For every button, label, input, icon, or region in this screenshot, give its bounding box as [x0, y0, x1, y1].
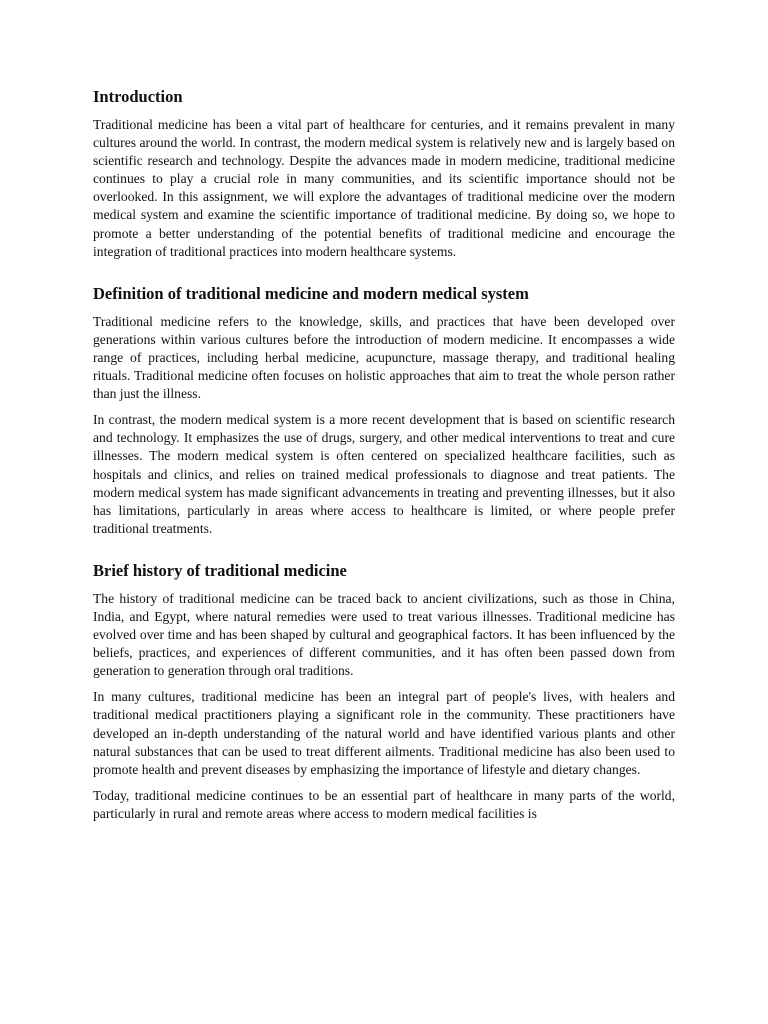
section-introduction	[93, 86, 675, 261]
paragraph: Traditional medicine has been a vital part of healthcare for centuries, and it remains prevalent in many cultures around the world. In contrast, the modern medical system is relatively new and is largely based on scientific research and technology. Despite the advances made in modern medicine, traditional medicine continues to play a crucial role in many communities, and its scientific importance should not be overlooked. In this assignment, we will explore the advantages of traditional medicine over the modern medical system and examine the scientific importance of traditional medicine. By doing so, we hope to promote a better understanding of the potential benefits of traditional medicine and encourage the integration of traditional practices into modern healthcare systems.	[93, 117, 675, 259]
document-page	[93, 86, 675, 831]
section-heading: Introduction	[93, 87, 183, 106]
paragraph: Today, traditional medicine continues to be an essential part of healthcare in many parts of the world, particularly in rural and remote areas where access to modern medical facilities is	[93, 787, 675, 821]
paragraph: Traditional medicine refers to the knowledge, skills, and practices that have been developed over generations within various cultures before the introduction of modern medicine. It encompasses a wide range of practices, including herbal medicine, acupuncture, massage therapy, and traditional healing rituals. Traditional medicine often focuses on holistic approaches that aim to treat the whole person rather than just the illness.	[93, 313, 675, 402]
section-heading: Definition of traditional medicine and modern medical system	[93, 283, 529, 303]
section-history	[93, 560, 675, 823]
paragraph: In many cultures, traditional medicine has been an integral part of people's lives, with healers and traditional medical practitioners playing a significant role in the community. These practitioners have developed an in-depth understanding of the natural world and have identified various plants and other natural substances that can be used to treat different ailments. Traditional medicine has also been used to promote health and prevent diseases by emphasizing the importance of lifestyle and dietary changes.	[93, 689, 675, 777]
section-definition	[93, 283, 675, 538]
paragraph: The history of traditional medicine can be traced back to ancient civilizations, such as those in China, India, and Egypt, where natural remedies were used to treat various illnesses. Traditional medicine has evolved over time and has been shaped by cultural and geographical factors. It has been influenced by the beliefs, practices, and experiences of different communities, and it has often been passed down from generation to generation through oral traditions.	[93, 590, 675, 679]
paragraph: In contrast, the modern medical system is a more recent development that is based on scientific research and technology. It emphasizes the use of drugs, surgery, and other medical interventions to treat and cure illnesses. The modern medical system is often centered on specialized healthcare facilities, such as hospitals and clinics, and relies on trained medical professionals to diagnose and treat patients. The modern medical system has made significant advancements in treating and preventing illnesses, but it also has limitations, particularly in areas where access to healthcare is limited, or where people prefer traditional treatments.	[93, 412, 675, 536]
section-heading: Brief history of traditional medicine	[93, 560, 347, 580]
